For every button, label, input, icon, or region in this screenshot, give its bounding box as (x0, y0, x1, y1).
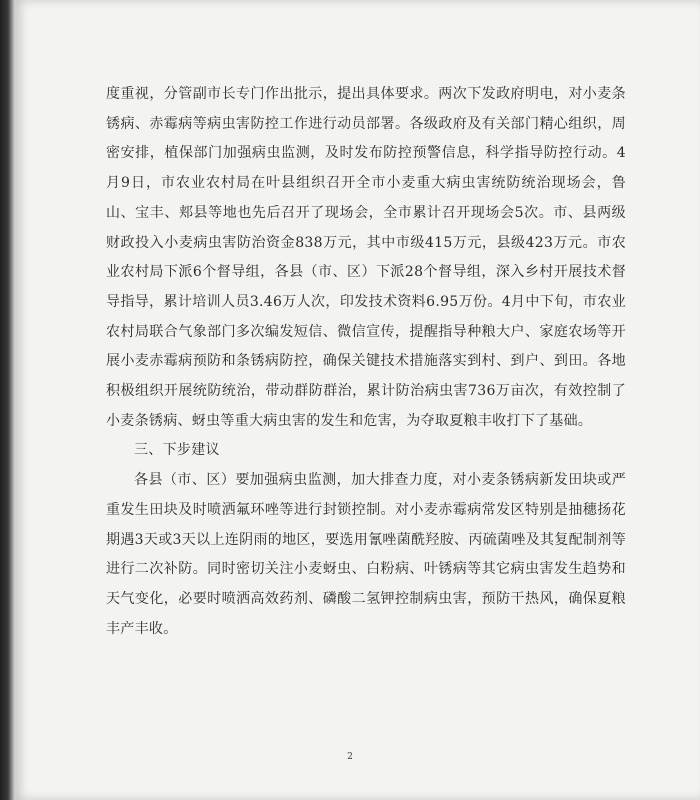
section-heading: 三、下步建议 (134, 442, 220, 459)
body-paragraph-continued: 度重视，分管副市长专门作出批示，提出具体要求。两次下发政府明电，对小麦条锈病、赤霉病等病虫害防控工作进行动员部署。各级政府及有关部门精心组织，周密安排，植保部门加强病虫监测，及时发布防控预警信息，科学指导防控行动。4月9日，市农业农村局在叶县组织召开全市小麦重大病虫害统防统治现场会，鲁山、宝丰、郏县等地也先后召开了现场会，全市累计召开现场会5次。市、县两级财政投入小麦病虫害防治资金838万元，其中市级415万元，县级423万元。市农业农村局下派6个督导组，各县（市、区）下派28个督导组，深入乡村开展技术督导指导，累计培训人员3.46万人次，印发技术资料6.95万份。4月中下旬，市农业农村局联合气象部门多次编发短信、微信宣传，提醒指导种粮大户、家庭农场等开展小麦赤霉病预防和条锈病防控，确保关键技术措施落实到村、到户、到田。各地积极组织开展统防统治，带动群防群治，累计防治病虫害736万亩次，有效控制了小麦条锈病、蚜虫等重大病虫害的发生和危害，为夺取夏粮丰收打下了基础。 (106, 86, 626, 429)
page-number: 2 (347, 752, 353, 762)
document-body (106, 80, 626, 644)
body-paragraph-recommendations: 各县（市、区）要加强病虫监测，加大排查力度，对小麦条锈病新发田块或严重发生田块及时喷洒氟环唑等进行封锁控制。对小麦赤霉病常发区特别是抽穗扬花期遇3天或3天以上连阴雨的地区，要选用氰唑菌酰羟胺、丙硫菌唑及其复配制剂等进行二次补防。同时密切关注小麦蚜虫、白粉病、叶锈病等其它病虫害发生趋势和天气变化，必要时喷洒高效药剂、磷酸二氢钾控制病虫害，预防干热风，确保夏粮丰产丰收。 (106, 472, 626, 637)
